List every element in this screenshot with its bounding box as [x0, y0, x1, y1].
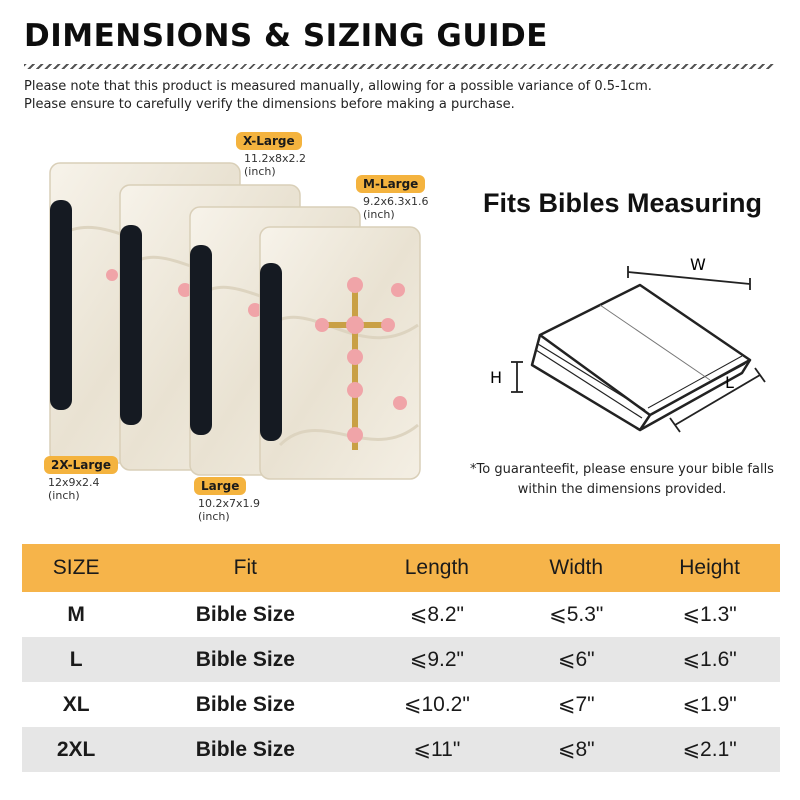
book-icon	[532, 285, 750, 430]
height-label: H	[490, 368, 503, 387]
cell-width: ⩽8"	[513, 727, 639, 772]
cell-width: ⩽6"	[513, 637, 639, 682]
width-arrow	[628, 266, 750, 290]
size-dims-m-large: 9.2x6.3x1.6	[363, 195, 429, 208]
variance-note: Please note that this product is measured manually, allowing for a possible variance of 0.5-1cm.	[24, 79, 652, 94]
size-tag-2x-large: 2X-Large	[44, 456, 118, 474]
handle-m-large	[260, 263, 282, 441]
guarantee-note-line1: *To guaranteefit, please ensure your bible falls	[470, 462, 774, 477]
table-row	[22, 727, 780, 772]
cover-m-large	[260, 227, 420, 479]
cell-size: M	[22, 592, 130, 637]
table-header-row	[22, 544, 780, 592]
cell-fit: Bible Size	[130, 727, 360, 772]
cell-length: ⩽8.2"	[360, 592, 513, 637]
width-label: W	[690, 255, 706, 274]
cell-length: ⩽9.2"	[360, 637, 513, 682]
cell-height: ⩽1.3"	[639, 592, 780, 637]
table-row	[22, 682, 780, 727]
height-arrow	[511, 362, 523, 392]
length-label: L	[725, 373, 734, 392]
cell-width: ⩽5.3"	[513, 592, 639, 637]
handle-2x-large	[50, 200, 72, 410]
handle-large	[190, 245, 212, 435]
size-tag-x-large: X-Large	[236, 132, 302, 150]
header-length: Length	[360, 544, 513, 592]
size-tag-m-large: M-Large	[356, 175, 425, 193]
title-underline-divider	[24, 64, 774, 69]
size-tag-large: Large	[194, 477, 246, 495]
header-fit: Fit	[130, 544, 360, 592]
guarantee-note-line2: within the dimensions provided.	[517, 482, 727, 497]
size-dims-2x-large: 12x9x2.4	[48, 476, 100, 489]
page-title: DIMENSIONS & SIZING GUIDE	[24, 18, 548, 54]
header-size: SIZE	[22, 544, 130, 592]
size-unit-2x-large: (inch)	[48, 489, 80, 502]
cell-length: ⩽11"	[360, 727, 513, 772]
cell-size: 2XL	[22, 727, 130, 772]
size-unit-large: (inch)	[198, 510, 230, 523]
fits-heading: Fits Bibles Measuring	[482, 188, 763, 218]
size-dims-large: 10.2x7x1.9	[198, 497, 261, 510]
cell-fit: Bible Size	[130, 592, 360, 637]
header-width: Width	[513, 544, 639, 592]
verify-note: Please ensure to carefully verify the dimensions before making a purchase.	[24, 97, 515, 112]
cell-height: ⩽1.6"	[639, 637, 780, 682]
cell-size: XL	[22, 682, 130, 727]
book-dimensions-diagram	[480, 240, 780, 440]
cell-fit: Bible Size	[130, 637, 360, 682]
cell-height: ⩽2.1"	[639, 727, 780, 772]
cell-width: ⩽7"	[513, 682, 639, 727]
table-row	[22, 637, 780, 682]
size-dims-x-large: 11.2x8x2.2	[244, 152, 307, 165]
table-row	[22, 592, 780, 637]
size-unit-x-large: (inch)	[244, 165, 276, 178]
size-unit-m-large: (inch)	[363, 208, 395, 221]
cell-size: L	[22, 637, 130, 682]
handle-x-large	[120, 225, 142, 425]
cell-length: ⩽10.2"	[360, 682, 513, 727]
header-height: Height	[639, 544, 780, 592]
cell-height: ⩽1.9"	[639, 682, 780, 727]
cell-fit: Bible Size	[130, 682, 360, 727]
size-table	[22, 544, 780, 772]
